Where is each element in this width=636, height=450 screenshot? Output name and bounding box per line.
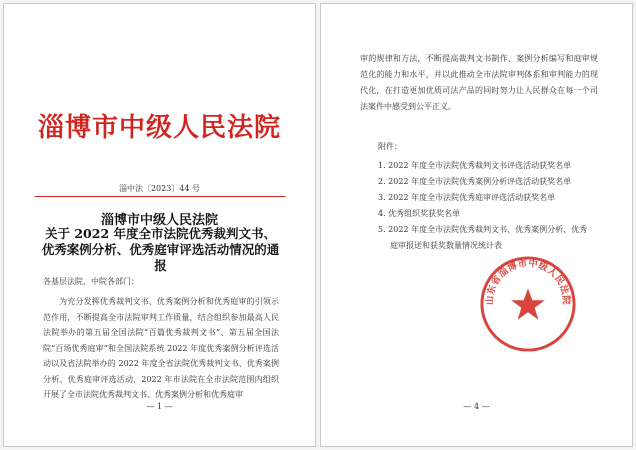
attachment-item: 3. 2022 年度全市法院优秀庭审评选活动获奖名单 xyxy=(378,193,556,202)
document-page-1 xyxy=(3,3,316,447)
salutation: 各基层法院、中院各部门： xyxy=(43,277,139,286)
official-seal-icon xyxy=(479,255,577,353)
attachment-item-continuation: 庭审报送和获奖数量情况统计表 xyxy=(390,241,502,250)
document-title: 关于 2022 年度全市法院优秀裁判文书、优秀案例分析、优秀庭审评选活动情况的通报 xyxy=(41,226,280,273)
attachment-item: 2. 2022 年度全市法院优秀案例分析评选活动获奖名单 xyxy=(378,177,572,186)
attachments-list xyxy=(378,158,600,254)
document-page-4 xyxy=(320,3,633,447)
red-header-title: 淄博市中级人民法院 xyxy=(37,113,281,143)
body-paragraph xyxy=(43,294,279,403)
body-paragraph-text: 为充分发挥优秀裁判文书、优秀案例分析和优秀庭审的引领示范作用，不断提高全市法院审判工作质量，结合组织参加最高人民法院举办的第五届全国法院“百篇优秀裁判文书”、第五届全国法院“百场优秀庭审”和全国法院系统 2022 年度优秀案例分析评选活动以及省法院举办的 2022 年度全省法院优秀裁判文书、优秀案例分析、优秀庭审评选活动，2022 年市法院在全市法院范围内组织开展了全市法院优秀裁判文书、优秀案例分析和优秀庭审 xyxy=(43,297,279,399)
red-divider-line xyxy=(35,196,285,197)
page-number: — 4 — xyxy=(463,402,490,411)
attachment-item: 5. 2022 年度全市法院优秀裁判文书、优秀案例分析、优秀 xyxy=(378,225,588,234)
attachments-label: 附件： xyxy=(378,142,402,151)
continuation-paragraph: 审的规律和方法，不断提高裁判文书制作、案例分析编写和庭审规范化的能力和水平，并以此推动全市法院审判体系和审判能力的现代化，在打造更加优质司法产品的同时努力让人民群众在每一个司法案件中感受到公平正义。 xyxy=(360,54,598,111)
document-number: 淄中法〔2023〕44 号 xyxy=(118,184,201,193)
attachment-item: 1. 2022 年度全市法院优秀裁判文书评选活动获奖名单 xyxy=(378,161,572,170)
seal-text: 山东省淄博市中级人民法院 xyxy=(484,258,572,306)
issuing-org-name: 淄博市中级人民法院 xyxy=(100,213,218,228)
attachment-item: 4. 优秀组织奖获奖名单 xyxy=(378,209,461,218)
page-number: — 1 — xyxy=(146,402,173,411)
